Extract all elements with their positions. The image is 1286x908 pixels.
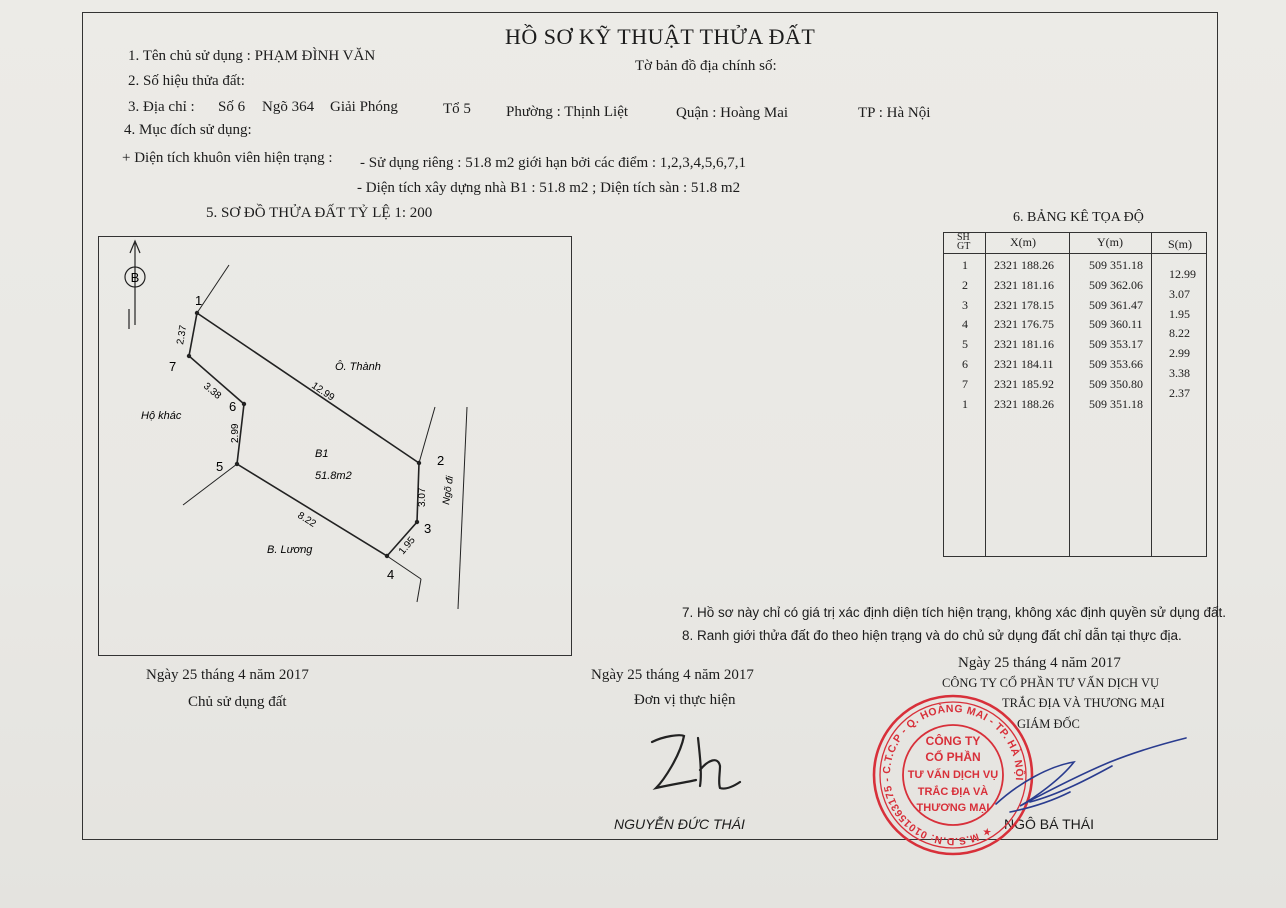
north-arrow-icon [125,241,145,329]
note-7: 7. Hồ sơ này chỉ có giá trị xác định diện tích hiện trạng, không xác định quyền sử dụng đất. [682,605,1226,620]
owner-sign-date: Ngày 25 tháng 4 năm 2017 [146,667,309,683]
row-id-cell: 5 [962,337,968,352]
edge-length-label: 8.22 [295,510,318,530]
point-label: 5 [216,459,224,474]
svg-text:CỔ PHẦN: CỔ PHẦN [925,750,981,764]
company-name-line2: TRẮC ĐỊA VÀ THƯƠNG MẠI [1002,696,1165,710]
neighbor-top-label: Ô. Thành [335,361,381,373]
row-distance-cell: 3.07 [1169,286,1190,301]
header-gt: GT [957,241,971,252]
header-x: X(m) [1010,235,1036,249]
north-label: B [130,270,140,285]
row-y-cell: 509 353.17 [1089,337,1143,352]
row-distance-cell: 8.22 [1169,326,1190,341]
map-sheet-line: Tờ bản đồ địa chính số: [635,58,777,74]
point-label: 4 [387,567,395,582]
edge-length-label: 12.99 [309,380,337,404]
parcel-diagram [98,236,572,656]
neighbor-left-label: Hộ khác [141,410,182,422]
row-x-cell: 2321 188.26 [994,396,1054,411]
owner-sign-role: Chủ sử dụng đất [188,694,287,710]
coord-table [943,232,1207,557]
alley-line [458,407,467,609]
parcel-diagram-svg [99,237,571,655]
edge-length-label: 2.99 [230,423,241,443]
alley-label: Ngõ đi [441,475,456,506]
svg-text:TƯ VẤN DỊCH VỤ: TƯ VẤN DỊCH VỤ [907,769,999,781]
point-label: 6 [229,399,237,414]
stamp-center-text [908,733,998,814]
row-y-cell: 509 360.11 [1089,317,1143,332]
area-label: + Diện tích khuôn viên hiện trạng : [122,150,333,166]
point-label: 1 [195,293,203,308]
row-y-cell: 509 351.18 [1089,396,1143,411]
signature-nguyen-duc-thai [640,726,750,806]
row-id-cell: 7 [962,376,968,391]
address-city: TP : Hà Nội [858,105,931,121]
row-x-cell: 2321 181.16 [994,277,1054,292]
row-id-cell: 4 [962,317,968,332]
row-distance-cell: 2.99 [1169,346,1190,361]
director-name: NGÔ BÁ THÁI [1004,816,1094,832]
row-y-cell: 509 350.80 [1089,376,1143,391]
address-ward: Phường : Thịnh Liệt [506,104,629,120]
row-id-cell: 6 [962,357,968,371]
row-x-cell: 2321 184.11 [994,357,1054,371]
row-id-cell: 3 [962,297,968,312]
address-district: Quận : Hoàng Mai [676,105,789,121]
row-x-cell: 2321 185.92 [994,376,1054,391]
row-distance-cell: 1.95 [1169,306,1190,321]
row-x-cell: 2321 181.16 [994,337,1054,352]
coord-table-title: 6. BẢNG KÊ TỌA ĐỘ [1013,210,1144,225]
row-y-cell: 509 361.47 [1089,297,1143,312]
area-building-line: - Diện tích xây dựng nhà B1 : 51.8 m2 ; Diện tích sàn : 51.8 m2 [357,180,741,196]
parcel-number-line: 2. Số hiệu thửa đất: [128,73,245,89]
row-id-cell: 1 [962,396,968,411]
area-private-line: - Sử dụng riêng : 51.8 m2 giới hạn bởi các điểm : 1,2,3,4,5,6,7,1 [360,155,747,171]
note-8: 8. Ranh giới thửa đất đo theo hiện trạng và do chủ sử dụng đất chỉ dẫn tại thực địa. [682,628,1182,643]
row-y-cell: 509 362.06 [1089,277,1143,292]
point-label: 7 [169,359,177,374]
row-id-cell: 2 [962,277,968,292]
edge-length-label: 2.37 [175,324,190,346]
edge-length-label: 3.38 [201,380,224,402]
building-area-label: 51.8m2 [315,470,352,482]
neighbor-bottom-label: B. Lương [267,544,313,556]
row-x-cell: 2321 188.26 [994,258,1054,272]
company-name-line1: CÔNG TY CỔ PHẦN TƯ VẤN DỊCH VỤ [942,676,1160,690]
owner-line: 1. Tên chủ sử dụng : PHẠM ĐÌNH VĂN [128,48,376,64]
edge-length-label: 1.95 [396,534,418,557]
svg-text:CÔNG TY: CÔNG TY [925,734,981,748]
neighbor-line [183,464,237,505]
address-label: 3. Địa chỉ : [128,99,195,115]
row-y-cell: 509 353.66 [1089,357,1143,371]
company-sign-date: Ngày 25 tháng 4 năm 2017 [958,655,1121,671]
row-id-cell: 1 [962,258,968,272]
director-role: GIÁM ĐỐC [1017,717,1080,731]
address-street: Giải Phóng [330,99,398,115]
point-label: 2 [437,453,445,468]
alley-line [419,407,435,463]
edge-length-label: 3.07 [417,487,428,507]
header-sh: SH [957,232,970,243]
header-s: S(m) [1168,237,1192,251]
row-y-cell: 509 351.18 [1089,258,1143,272]
building-label: B1 [315,448,329,460]
signature-ngo-ba-thai [990,732,1190,824]
address-number: Số 6 [218,99,246,115]
row-x-cell: 2321 176.75 [994,317,1054,332]
header-y: Y(m) [1097,235,1123,249]
diagram-title: 5. SƠ ĐỒ THỬA ĐẤT TỶ LỆ 1: 200 [206,205,433,221]
document-title: HỒ SƠ KỸ THUẬT THỬA ĐẤT [505,24,816,49]
neighbor-line [417,579,421,602]
row-x-cell: 2321 178.15 [994,297,1054,312]
address-group: Tổ 5 [443,101,471,117]
row-distance-cell: 2.37 [1169,385,1190,400]
address-alley: Ngõ 364 [262,99,315,115]
row-distance-cell: 3.38 [1169,366,1190,380]
unit-signer-name: NGUYỄN ĐỨC THÁI [614,816,745,832]
stamp-ring-text: ★ M.S.D.N: 0101563175 - C.T.C.P - Q. HOÀNG MAI - TP. HÀ NỘI [880,702,1026,848]
land-use-purpose-line: 4. Mục đích sử dụng: [124,122,252,138]
point-label: 3 [424,521,432,536]
row-distance-cell: 12.99 [1169,267,1196,281]
svg-text:THƯƠNG MẠI: THƯƠNG MẠI [916,802,990,814]
unit-sign-role: Đơn vị thực hiện [634,692,736,708]
svg-text:TRẮC ĐỊA VÀ: TRẮC ĐỊA VÀ [917,786,989,798]
unit-sign-date: Ngày 25 tháng 4 năm 2017 [591,667,754,683]
